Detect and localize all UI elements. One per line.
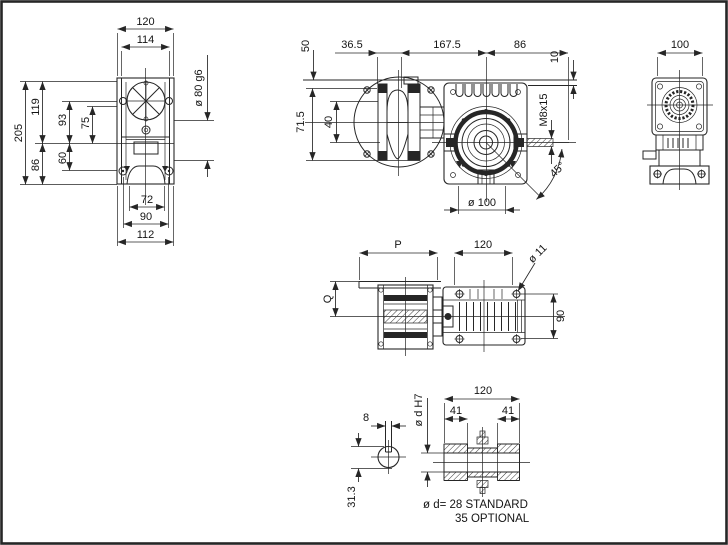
sheet-border	[2, 2, 727, 544]
band-fins	[668, 138, 688, 148]
dim-foot-holes-90: 90	[139, 211, 153, 223]
shaft-section-view	[346, 385, 530, 525]
plug-screw	[142, 126, 150, 134]
dim-q: Q	[322, 294, 334, 304]
dim-end-width-100: 100	[670, 39, 690, 51]
dim-36-5: 36.5	[341, 39, 363, 51]
dim-flange-width: 114	[136, 34, 155, 46]
dim-foot-slot-72: 72	[140, 194, 154, 206]
dim-86-side: 86	[30, 158, 42, 172]
hollow-shaft-body	[433, 427, 530, 497]
dim-167-5: 167.5	[433, 39, 461, 51]
dim-50: 50	[300, 39, 312, 53]
note-optional: 35 OPTIONAL	[455, 513, 530, 525]
dim-key-width-8: 8	[362, 412, 370, 424]
dim-hub-41-left: 41	[449, 405, 463, 417]
front-view	[295, 39, 577, 214]
dim-p: P	[394, 239, 402, 251]
flange-bolt-marks	[364, 87, 434, 157]
output-stud	[527, 139, 553, 147]
note-standard: ø d= 28 STANDARD	[423, 499, 528, 511]
dim-total-height: 205	[13, 123, 25, 143]
dim-key-depth-31-3: 31.3	[346, 486, 358, 508]
dim-71-5: 71.5	[295, 111, 307, 133]
dim-hole-spacing-90: 90	[555, 309, 567, 323]
flange-plate-left	[378, 84, 387, 160]
dim-angle-45: 45°	[547, 159, 569, 181]
dim-shaft-length-120: 120	[473, 385, 493, 397]
dim-40: 40	[323, 115, 335, 129]
dim-10: 10	[549, 50, 561, 64]
dim-hole-dia-11: ø 11	[526, 242, 550, 266]
dim-93: 93	[57, 113, 69, 127]
dim-thread-m8: M8x15	[538, 93, 550, 127]
end-view	[643, 39, 713, 190]
dim-foot-width-112: 112	[136, 229, 155, 241]
dim-bore-dh7: ø d H7	[413, 393, 425, 427]
flange-plate-right	[408, 84, 420, 160]
dim-spigot-100: ø 100	[467, 197, 497, 209]
side-view	[13, 16, 214, 246]
mount-view	[322, 239, 567, 356]
dim-60: 60	[57, 151, 69, 165]
dim-shaft-dia: ø 80 g6	[193, 69, 205, 107]
dim-height-119: 119	[30, 98, 42, 116]
dim-mount-120: 120	[473, 239, 493, 251]
dim-overall-width: 120	[136, 16, 155, 28]
dim-86-front: 86	[513, 39, 527, 51]
dim-75: 75	[80, 116, 92, 130]
dim-hub-41-right: 41	[501, 405, 515, 417]
